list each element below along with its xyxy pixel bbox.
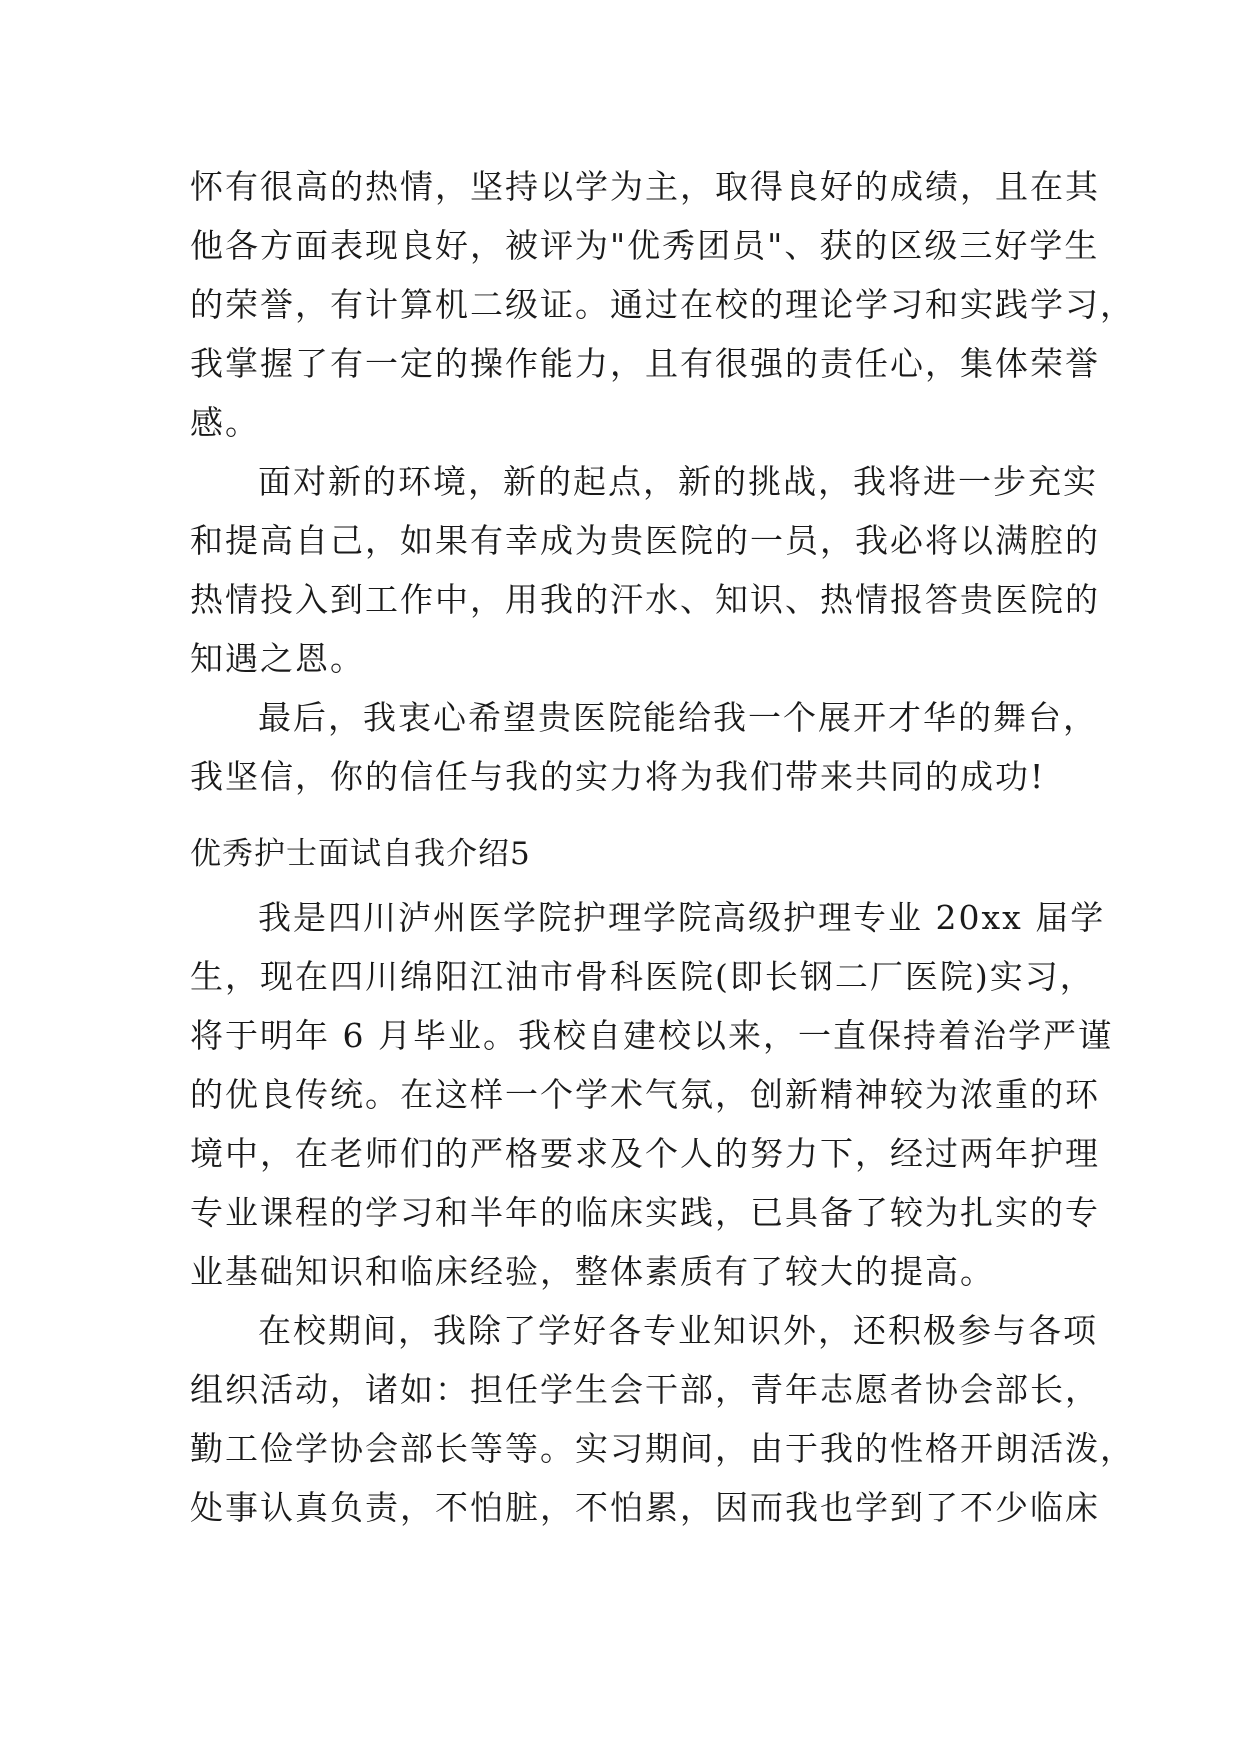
paragraph-line: 感。: [190, 403, 260, 442]
paragraph-line: 组织活动，诸如：担任学生会干部，青年志愿者协会部长，: [190, 1370, 1100, 1409]
paragraph-line: 在校期间，我除了学好各专业知识外，还积极参与各项: [258, 1311, 1098, 1350]
paragraph-line: 的优良传统。在这样一个学术气氛，创新精神较为浓重的环: [190, 1075, 1100, 1114]
paragraph-line: 热情投入到工作中，用我的汗水、知识、热情报答贵医院的: [190, 580, 1100, 619]
paragraph-line: 最后，我衷心希望贵医院能给我一个展开才华的舞台，: [258, 698, 1098, 737]
paragraph-line: 的荣誉，有计算机二级证。通过在校的理论学习和实践学习，: [190, 285, 1135, 324]
paragraph-line: 勤工俭学协会部长等等。实习期间，由于我的性格开朗活泼，: [190, 1429, 1135, 1468]
section-heading: 优秀护士面试自我介绍5: [190, 836, 531, 872]
paragraph-line: 生，现在四川绵阳江油市骨科医院(即长钢二厂医院)实习，: [190, 957, 1095, 996]
paragraph-line: 他各方面表现良好，被评为"优秀团员"、获的区级三好学生: [190, 226, 1100, 265]
paragraph-line: 业基础知识和临床经验，整体素质有了较大的提高。: [190, 1252, 995, 1291]
paragraph-line: 我坚信，你的信任与我的实力将为我们带来共同的成功!: [190, 757, 1046, 796]
paragraph-line: 面对新的环境，新的起点，新的挑战，我将进一步充实: [258, 462, 1098, 501]
paragraph-line: 知遇之恩。: [190, 639, 365, 678]
paragraph-line: 和提高自己，如果有幸成为贵医院的一员，我必将以满腔的: [190, 521, 1100, 560]
paragraph-line: 处事认真负责，不怕脏，不怕累，因而我也学到了不少临床: [190, 1488, 1100, 1527]
paragraph-line: 专业课程的学习和半年的临床实践，已具备了较为扎实的专: [190, 1193, 1100, 1232]
paragraph-line: 怀有很高的热情，坚持以学为主，取得良好的成绩，且在其: [190, 167, 1100, 206]
paragraph-line: 将于明年 6 月毕业。我校自建校以来，一直保持着治学严谨: [190, 1016, 1113, 1055]
paragraph-line: 我是四川泸州医学院护理学院高级护理专业 20xx 届学: [258, 898, 1106, 937]
paragraph-line: 境中，在老师们的严格要求及个人的努力下，经过两年护理: [190, 1134, 1100, 1173]
paragraph-line: 我掌握了有一定的操作能力，且有很强的责任心，集体荣誉: [190, 344, 1100, 383]
